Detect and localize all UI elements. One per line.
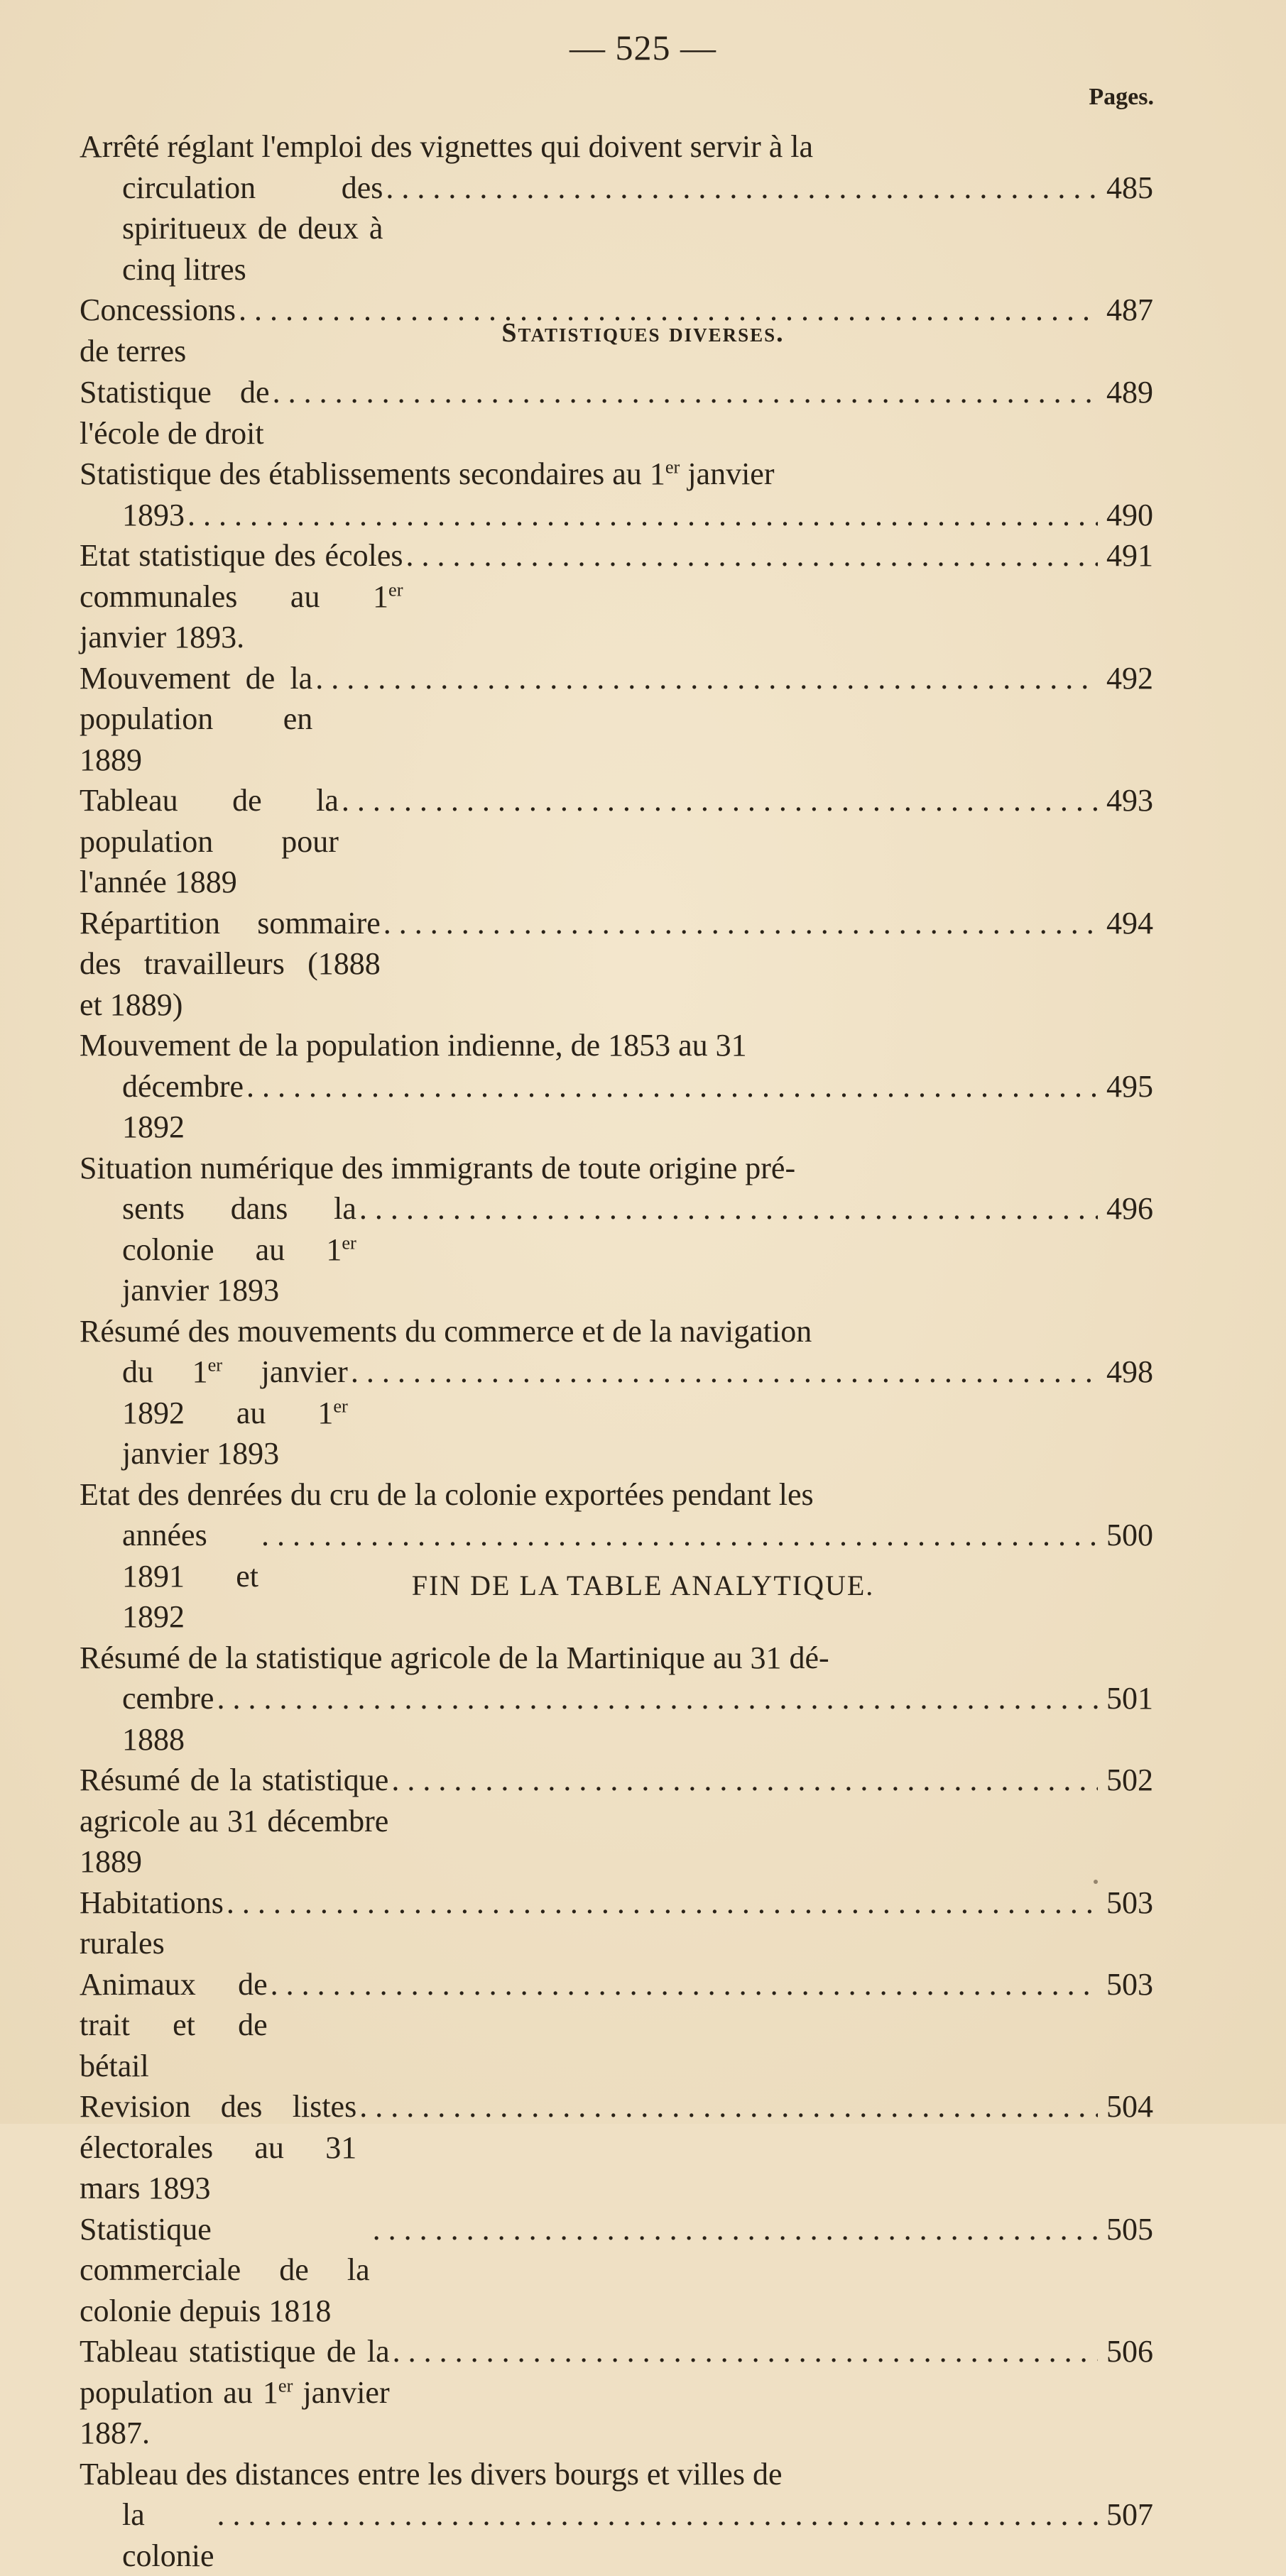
toc-entry-title: Mouvement de la population en 1889 [80, 658, 312, 781]
toc-entry-title: Tableau statistique de la population au 1er janvier 1887. [80, 2331, 390, 2454]
toc-entry-title: sents dans la colonie au 1er janvier 1893 [122, 1188, 356, 1311]
page-reference: 504 [1104, 2086, 1153, 2127]
toc-entry-final-line [122, 2494, 1153, 2576]
dot-leader [406, 535, 1099, 576]
toc-entry-final-line [80, 1964, 1153, 2087]
dot-leader [359, 1188, 1098, 1229]
toc-entry-line: Mouvement de la population indienne, de 1853 au 31 [122, 1025, 1153, 1066]
page-reference: 505 [1104, 2209, 1153, 2250]
toc-entry [80, 454, 1153, 535]
dot-leader [315, 658, 1098, 699]
toc-list-statistics [80, 372, 1153, 2576]
page-reference: 507 [1104, 2494, 1153, 2536]
toc-entry-line: Tableau des distances entre les divers bourgs et villes de [122, 2454, 1153, 2495]
dot-leader [187, 495, 1098, 536]
toc-entry-final-line [122, 495, 1153, 536]
toc-entry-title: la colonie [122, 2494, 214, 2576]
page-reference: 494 [1104, 903, 1153, 944]
toc-entry-final-line [80, 535, 1153, 658]
toc-entry-title: Animaux de trait et de bétail [80, 1964, 268, 2087]
page-reference: 492 [1104, 658, 1153, 699]
toc-entry [80, 780, 1153, 903]
end-of-table-text: FIN DE LA TABLE ANALYTIQUE. [0, 1569, 1286, 1602]
toc-entry [80, 1148, 1153, 1311]
toc-entry [80, 1474, 1153, 1638]
section-heading-text: Statistiques diverses. [501, 318, 784, 348]
toc-entry-title: décembre 1892 [122, 1066, 244, 1148]
toc-entry-title: Résumé de la statistique agricole au 31 décembre 1889 [80, 1760, 388, 1882]
dot-leader [227, 1882, 1098, 1924]
toc-entry [80, 535, 1153, 658]
toc-entry [80, 658, 1153, 781]
toc-entry-title: cembre 1888 [122, 1678, 214, 1760]
toc-entry [80, 1311, 1153, 1474]
toc-entry [80, 1882, 1153, 1964]
dot-leader [246, 1066, 1098, 1107]
toc-entry [80, 372, 1153, 454]
dot-leader [273, 372, 1098, 413]
page-reference: 506 [1104, 2331, 1153, 2372]
toc-entry-line: Etat des denrées du cru de la colonie exportées pendant les [122, 1474, 1153, 1516]
toc-entry-final-line [80, 903, 1153, 1026]
dot-leader [393, 2331, 1098, 2372]
page-reference: 502 [1104, 1760, 1153, 1801]
toc-entry-title: Statistique commerciale de la colonie depuis 1818 [80, 2209, 370, 2332]
page-reference: 498 [1104, 1352, 1153, 1393]
page-reference: 489 [1104, 372, 1153, 413]
page-reference: 490 [1104, 495, 1153, 536]
toc-entry-final-line [122, 1066, 1153, 1148]
dot-leader [217, 2494, 1099, 2536]
toc-entry-final-line [122, 1352, 1153, 1474]
dot-leader [342, 780, 1098, 821]
page-reference: 495 [1104, 1066, 1153, 1107]
toc-entry-title: Statistique de l'école de droit [80, 372, 270, 454]
toc-entry [80, 2454, 1153, 2576]
toc-entry [80, 2209, 1153, 2332]
page-reference: 493 [1104, 780, 1153, 821]
toc-entry-line: Situation numérique des immigrants de toute origine pré- [122, 1148, 1153, 1189]
toc-entry-final-line [122, 1678, 1153, 1760]
page-number: — 525 — [0, 27, 1286, 68]
dot-leader [373, 2209, 1098, 2250]
page-reference: 491 [1104, 535, 1153, 576]
toc-entry-final-line [80, 1882, 1153, 1964]
toc-entry [80, 903, 1153, 1026]
toc-entry-line: Arrêté réglant l'emploi des vignettes qui doivent servir à la [122, 126, 1153, 168]
toc-entry-final-line [80, 2331, 1153, 2454]
page-reference: 503 [1104, 1882, 1153, 1924]
toc-entry-final-line [80, 780, 1153, 903]
page-reference: 485 [1104, 168, 1153, 209]
paper-speck [1094, 1880, 1098, 1884]
toc-entry-final-line [80, 1760, 1153, 1882]
toc-entry-final-line [80, 2209, 1153, 2332]
toc-entry-title: circulation des spiritueux de deux à cinq litres [122, 168, 383, 290]
toc-entry [80, 1964, 1153, 2087]
toc-entry-title: Habitations rurales [80, 1882, 224, 1964]
toc-entry-final-line [122, 168, 1153, 290]
toc-entry-title: 1893 [122, 495, 185, 536]
toc-entry-line: Résumé de la statistique agricole de la Martinique au 31 dé- [122, 1638, 1153, 1679]
toc-entry-title: Répartition sommaire des travailleurs (1888 et 1889) [80, 903, 381, 1026]
page-reference: 496 [1104, 1188, 1153, 1229]
toc-entry-final-line [80, 2086, 1153, 2209]
dot-leader [391, 1760, 1098, 1801]
toc-entry-title: Etat statistique des écoles communales au 1er janvier 1893. [80, 535, 403, 658]
toc-entry-line: Statistique des établissements secondaires au 1er janvier [122, 454, 1153, 495]
page-reference: 501 [1104, 1678, 1153, 1719]
dot-leader [386, 168, 1098, 209]
toc-entry-title: années 1891 et 1892 [122, 1515, 258, 1638]
dot-leader [261, 1515, 1098, 1556]
pages-column-label: Pages. [1089, 84, 1154, 111]
toc-entry-line: Résumé des mouvements du commerce et de la navigation [122, 1311, 1153, 1352]
dot-leader [359, 2086, 1098, 2127]
toc-entry [80, 1025, 1153, 1148]
section-heading [0, 317, 1286, 349]
page-reference: 500 [1104, 1515, 1153, 1556]
dot-leader [383, 903, 1098, 944]
dot-leader [271, 1964, 1098, 2005]
toc-entry-title: du 1er janvier 1892 au 1er janvier 1893 [122, 1352, 348, 1474]
toc-entry [80, 1760, 1153, 1882]
page-reference: 487 [1104, 290, 1153, 331]
toc-entry [80, 2086, 1153, 2209]
toc-entry-final-line [80, 658, 1153, 781]
page-reference: 503 [1104, 1964, 1153, 2005]
toc-entry [80, 1638, 1153, 1760]
toc-entry-title: Revision des listes électorales au 31 mars 1893 [80, 2086, 356, 2209]
dot-leader [351, 1352, 1098, 1393]
toc-entry [80, 126, 1153, 290]
toc-entry-title: Tableau de la population pour l'année 1889 [80, 780, 339, 903]
toc-entry [80, 2331, 1153, 2454]
toc-entry-final-line [122, 1188, 1153, 1311]
toc-entry-title: Concessions de terres [80, 290, 236, 371]
dot-leader [217, 1678, 1098, 1719]
toc-entry-final-line [80, 372, 1153, 454]
